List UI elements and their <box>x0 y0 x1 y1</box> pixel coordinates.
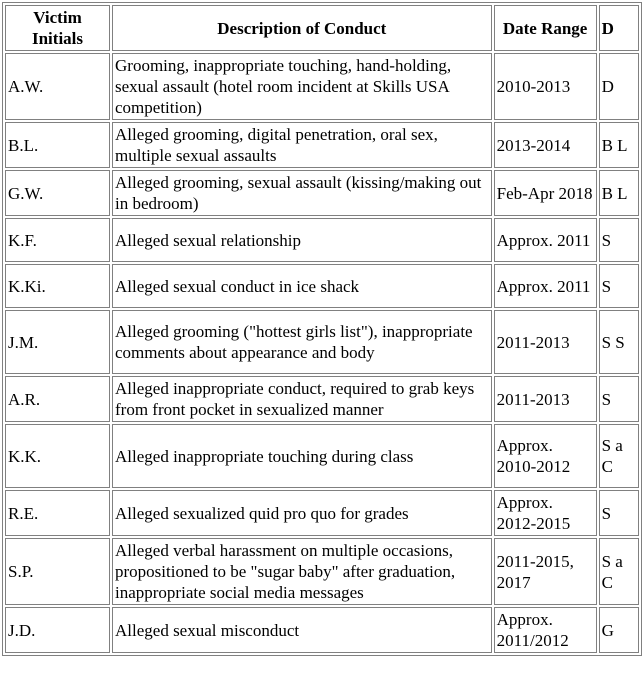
cell-conduct: Alleged grooming, sexual assault (kissing/making out in bedroom) <box>112 170 492 216</box>
cell-extra: S <box>599 218 639 262</box>
table-header-row <box>5 5 639 51</box>
cell-conduct: Alleged grooming ("hottest girls list"), inappropriate comments about appearance and body <box>112 310 492 374</box>
cell-conduct: Alleged sexual conduct in ice shack <box>112 264 492 308</box>
table-row <box>5 424 639 488</box>
cell-initials: G.W. <box>5 170 110 216</box>
cell-extra: S <box>599 490 639 536</box>
table-row <box>5 218 639 262</box>
cell-dates: 2011-2015, 2017 <box>494 538 597 605</box>
cell-extra: S <box>599 376 639 422</box>
cell-dates: Approx. 2012-2015 <box>494 490 597 536</box>
cell-dates: 2010-2013 <box>494 53 597 120</box>
cell-dates: Approx. 2011/2012 <box>494 607 597 653</box>
cell-extra: S <box>599 264 639 308</box>
cell-initials: J.M. <box>5 310 110 374</box>
table-row <box>5 170 639 216</box>
cell-dates: 2011-2013 <box>494 310 597 374</box>
cell-dates: Approx. 2011 <box>494 264 597 308</box>
cell-conduct: Alleged verbal harassment on multiple occasions, propositioned to be "sugar baby" after graduation, inappropriate social media messages <box>112 538 492 605</box>
cell-dates: Approx. 2010-2012 <box>494 424 597 488</box>
header-date-range: Date Range <box>494 5 597 51</box>
cell-initials: R.E. <box>5 490 110 536</box>
cell-extra: G <box>599 607 639 653</box>
cell-dates: Approx. 2011 <box>494 218 597 262</box>
cell-initials: J.D. <box>5 607 110 653</box>
header-cut-column: D <box>599 5 639 51</box>
cell-dates: Feb-Apr 2018 <box>494 170 597 216</box>
table-row <box>5 607 639 653</box>
cell-extra: S a C <box>599 424 639 488</box>
cell-conduct: Alleged inappropriate touching during class <box>112 424 492 488</box>
cell-extra: D <box>599 53 639 120</box>
cell-initials: K.Ki. <box>5 264 110 308</box>
cell-initials: A.W. <box>5 53 110 120</box>
table-row <box>5 376 639 422</box>
table-row <box>5 490 639 536</box>
cell-conduct: Alleged sexual misconduct <box>112 607 492 653</box>
cell-conduct: Alleged sexual relationship <box>112 218 492 262</box>
cell-dates: 2013-2014 <box>494 122 597 168</box>
conduct-table <box>2 2 642 656</box>
cell-initials: A.R. <box>5 376 110 422</box>
table-row <box>5 310 639 374</box>
cell-extra: B L <box>599 170 639 216</box>
table-row <box>5 53 639 120</box>
cell-extra: B L <box>599 122 639 168</box>
header-victim-initials: Victim Initials <box>5 5 110 51</box>
cell-conduct: Alleged sexualized quid pro quo for grades <box>112 490 492 536</box>
cell-initials: B.L. <box>5 122 110 168</box>
cell-extra: S a C <box>599 538 639 605</box>
table-row <box>5 264 639 308</box>
table-row <box>5 538 639 605</box>
cell-initials: S.P. <box>5 538 110 605</box>
table-row <box>5 122 639 168</box>
cell-dates: 2011-2013 <box>494 376 597 422</box>
cell-extra: S S <box>599 310 639 374</box>
cell-conduct: Alleged grooming, digital penetration, oral sex, multiple sexual assaults <box>112 122 492 168</box>
header-description: Description of Conduct <box>112 5 492 51</box>
cell-initials: K.K. <box>5 424 110 488</box>
cell-initials: K.F. <box>5 218 110 262</box>
cell-conduct: Grooming, inappropriate touching, hand-holding, sexual assault (hotel room incident at Skills USA competition) <box>112 53 492 120</box>
cell-conduct: Alleged inappropriate conduct, required to grab keys from front pocket in sexualized manner <box>112 376 492 422</box>
